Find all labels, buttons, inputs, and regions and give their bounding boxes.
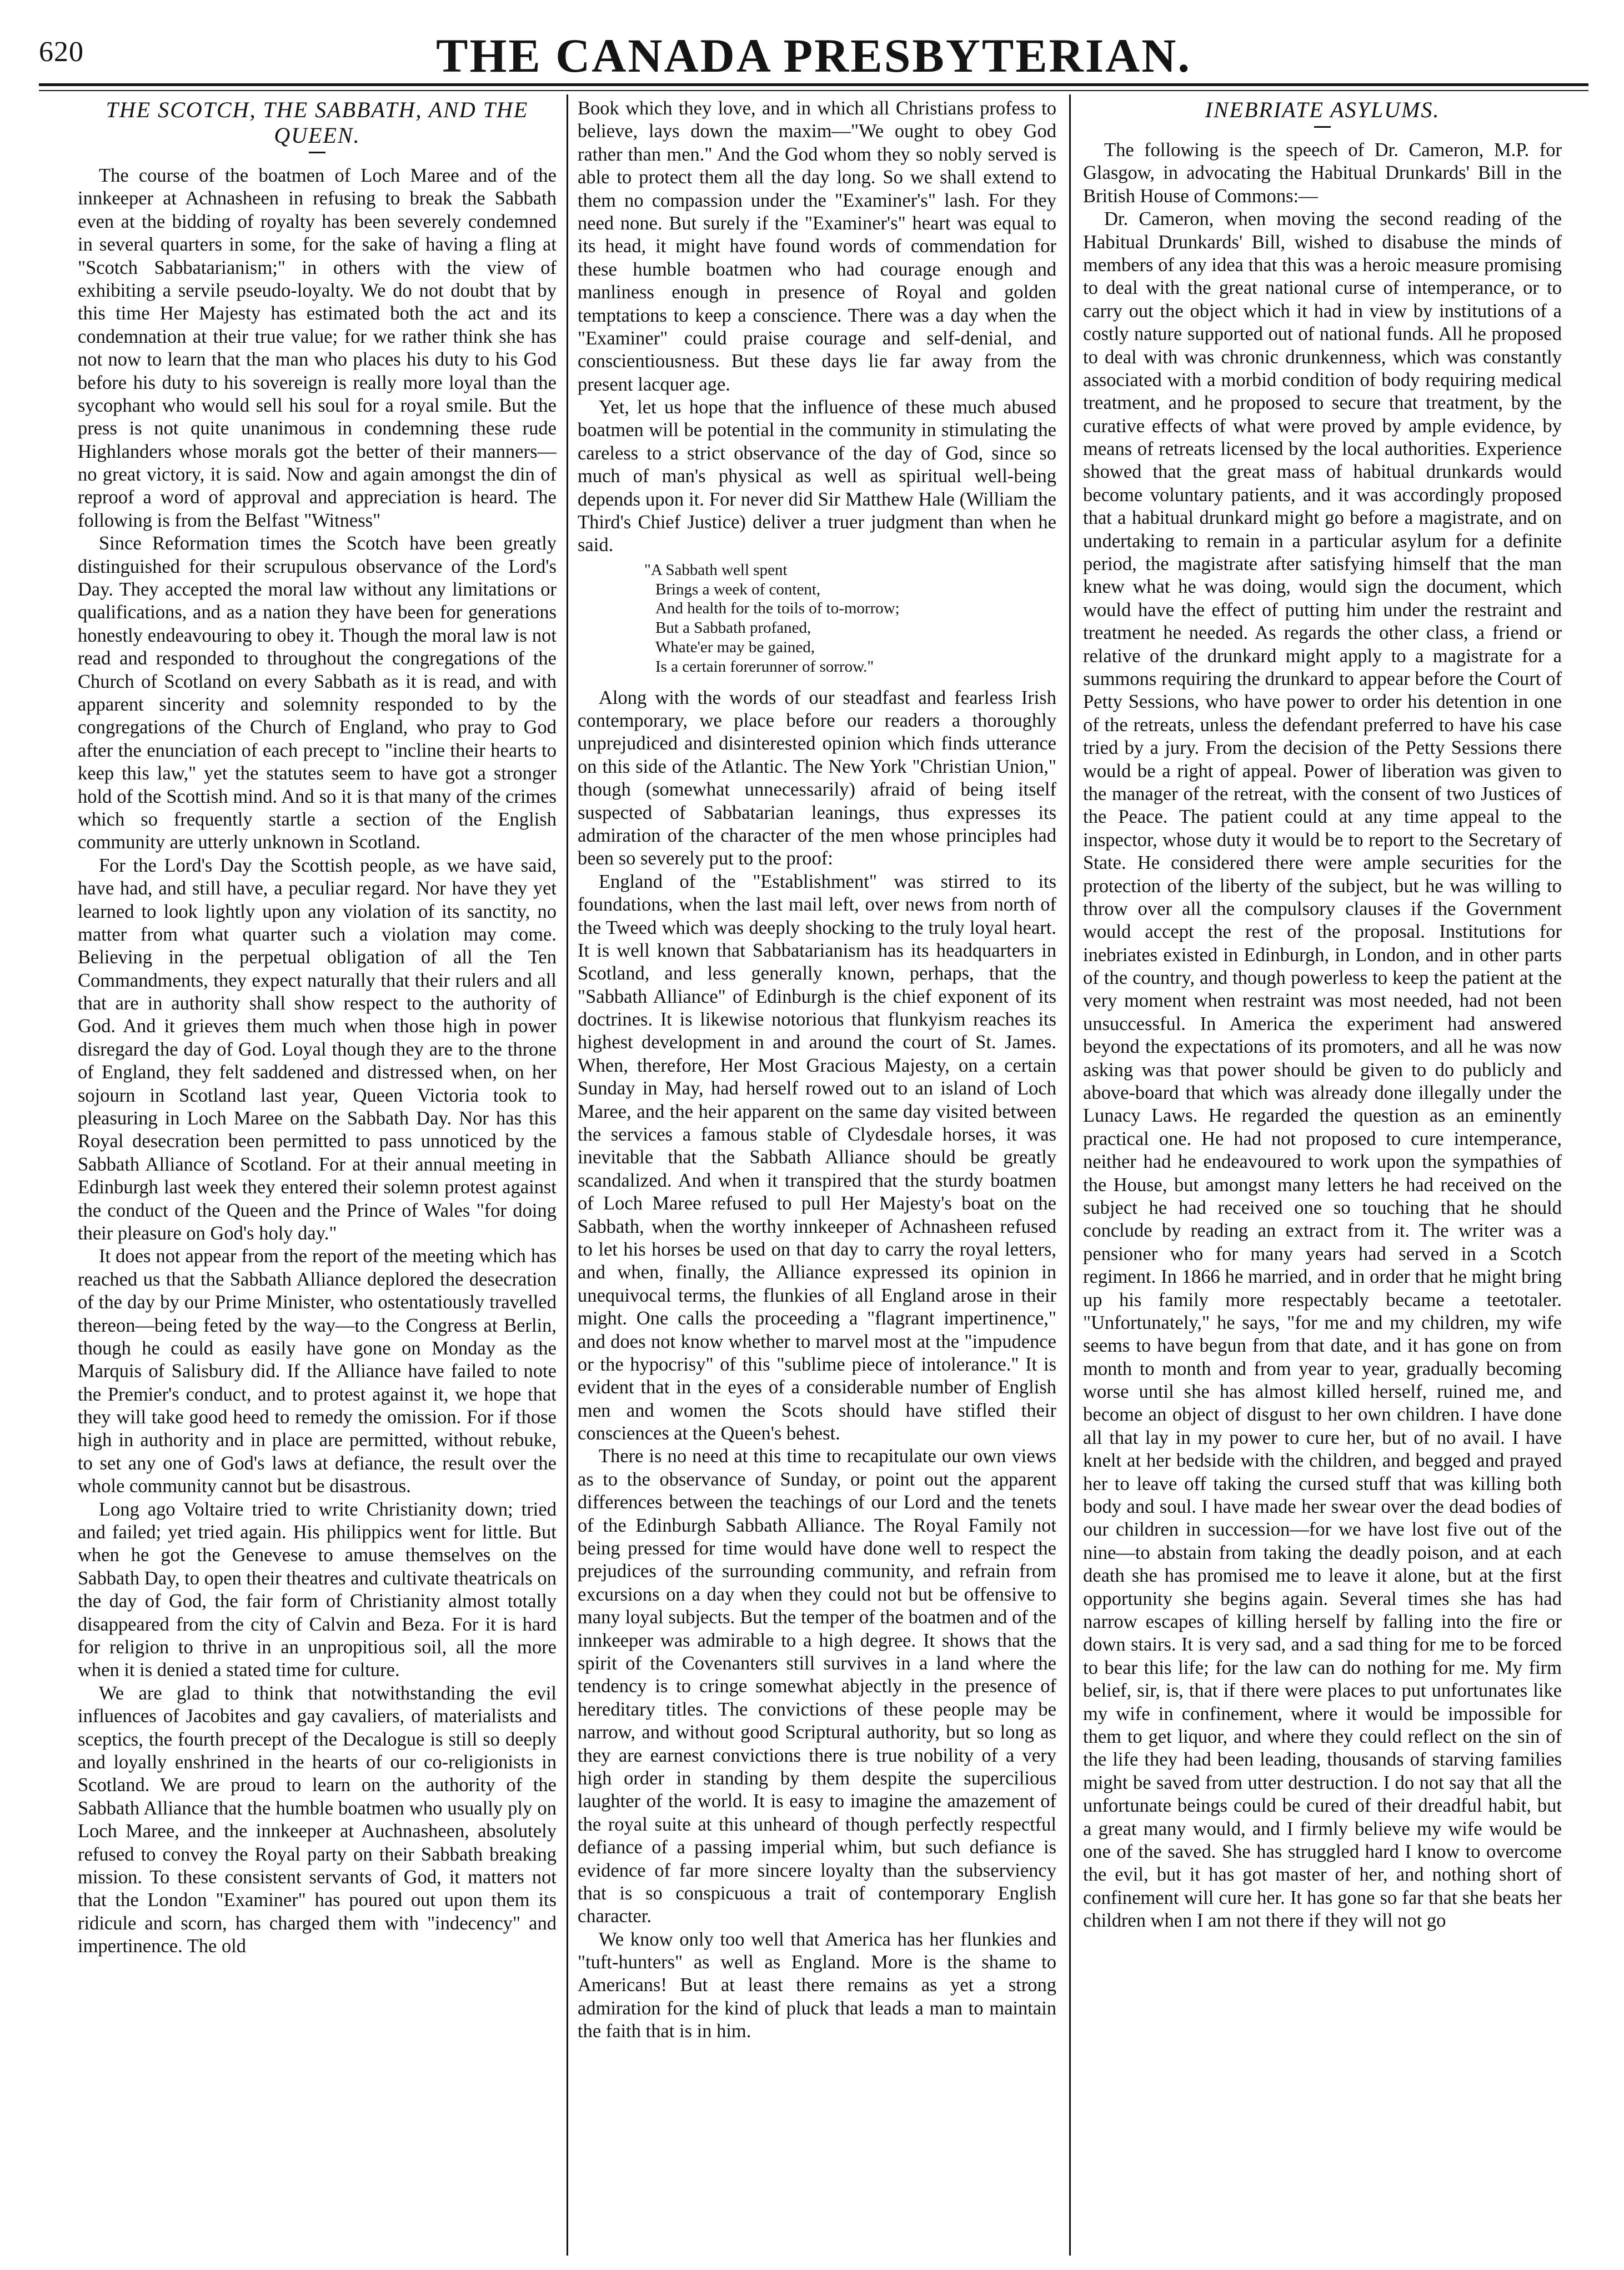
verse-quotation [644,561,1056,677]
masthead: THE CANADA PRESBYTERIAN. [436,29,1191,82]
verse-line: But a Sabbath profaned, [655,619,811,637]
column-2 [578,97,1056,2253]
verse-line: "A Sabbath well spent [644,561,788,579]
verse-line: Whate'er may be gained, [655,638,815,656]
article-paragraph: Since Reformation times the Scotch have been greatly distinguished for their scrupulous observance of the Lord's Day. They accepted the moral law without any limitations or qualifications, and as a nation they have been for generations honestly endeavouring to obey it. Though the moral law is not read and responded to throughout the congregations of the Church of Scotland on every Sabbath as it is read, and with apparent sincerity and solemnity responded to by the congregations of the Church of England, who pray to God after the enunciation of each precept to "incline their hearts to keep this law," yet the statutes seem to have got a stronger hold of the Scottish mind. And so it is that many of the crimes which so frequently startle a section of the English community are utterly unknown in Scotland. [78,533,557,853]
verse-line: Brings a week of content, [655,580,821,598]
article-paragraph: The following is the speech of Dr. Cameron, M.P. for Glasgow, in advocating the Habitual Drunkards' Bill in the British House of Commons:— [1083,139,1562,207]
verse-line: And health for the toils of to-morrow; [655,599,900,618]
article-title-inebriate-asylums: INEBRIATE ASYLUMS. [1205,97,1440,122]
title-separator [309,152,325,153]
article-paragraph: We know only too well that America has her flunkies and "tuft-hunters" as well as England. More is the shame to Americans! But at least there remains as yet a strong admiration for the kind of pluck that leads a man to maintain the faith that is in him. [578,1928,1056,2042]
column-1 [78,97,557,2253]
column-divider-left [567,94,568,2256]
article-paragraph: For the Lord's Day the Scottish people, as we have said, have had, and still have, a peculiar regard. Nor have they yet learned to look lightly upon any violation of its sanctity, no matter from what quarter such a violation may come. Believing in the perpetual obligation of all the Ten Commandments, they expect naturally that their rulers and all that are in authority shall show respect to the authority of God. And it grieves them much when those high in power disregard the day of God. Loyal though they are to the throne of England, they felt saddened and distressed when, on her sojourn in Scotland last year, Queen Victoria took to pleasuring in Loch Maree on the Sabbath Day. Nor has this Royal desecration been permitted to pass unnoticed by the Sabbath Alliance of Scotland. For at their annual meeting in Edinburgh last week they entered their solemn protest against the conduct of the Queen and the Prince of Wales "for doing their pleasure on God's holy day." [78,854,557,1244]
article-paragraph: Along with the words of our steadfast and fearless Irish contemporary, we place before our readers a thoroughly unprejudiced and disinterested opinion which finds utterance on this side of the Atlantic. The New York "Christian Union," though (somewhat unnecessarily) afraid of being itself suspected of Sabbatarian leanings, thus expresses its admiration of the character of the men whose principles had been so severely put to the proof: [578,687,1056,869]
article-paragraph: There is no need at this time to recapitulate our own views as to the observance of Sunday, or point out the apparent differences between the teachings of our Lord and the tenets of the Edinburgh Sabbath Alliance. The Royal Family not being pressed for time would have done well to respect the prejudices of the surrounding community, and refrain from excursions on a day when they could not but be offensive to many loyal subjects. But the temper of the boatmen and of the innkeeper was admirable to a high degree. It shows that the spirit of the Covenanters still survives in a land where the tendency is to cringe somewhat abjectly in the presence of hereditary titles. The convictions of these people may be narrow, and without good Scriptural authority, but so long as they are earnest convictions there is true nobility of a very high order in standing by them despite the supercilious laughter of the world. It is easy to imagine the amazement of the royal suite at this unheard of though perfectly respectful defiance of a passing imperial whim, but such defiance is evidence of far more sincere loyalty than the subserviency that is so conspicuous a trait of contemporary English character. [578,1446,1056,1927]
article-paragraph: Dr. Cameron, when moving the second reading of the Habitual Drunkards' Bill, wished to disabuse the minds of members of any idea that this was a heroic measure promising to deal with the great national curse of intemperance, or to carry out the object which it had in view by institutions of a costly nature supported out of national funds. All he proposed to deal with was chronic drunkenness, which was constantly associated with a morbid condition of body requiring medical treatment, and he proposed to secure that treatment, by the curative effects of what were proved by ample evidence, by means of retreats licensed by the local authorities. Experience showed that the great mass of habitual drunkards would become voluntary patients, and it was accordingly proposed that a habitual drunkard might go before a magistrate, and on undertaking to remain in a particular asylum for a definite period, the magistrate after satisfying himself that the man knew what he was doing, would sign the document, which would have the effect of putting him under the restraint and treatment he needed. As regards the other class, a friend or relative of the drunkard might apply to a magistrate for a summons requiring the drunkard to appear before the Court of Petty Sessions, who have power to order his detention in one of the retreats, unless the defendant preferred to have his case tried by a jury. From the decision of the Petty Sessions there would be a right of appeal. Power of liberation was given to the manager of the retreat, with the consent of two Justices of the Peace. The patient could at any time appeal to the inspector, whose duty it would be to report to the Secretary of State. He considered there were ample securities for the protection of the liberty of the subject, but he was willing to throw over all the compulsory clauses if the Government would accept the rest of the proposal. Institutions for inebriates existed in Edinburgh, in London, and in other parts of the country, and though powerless to keep the patient at the very moment when restraint was most needed, had not been unsuccessful. In America the experiment had answered beyond the expectations of its promoters, and all he was now asking was that power should be given to do publicly and above-board that which was already done illegally under the Lunacy Laws. He regarded the question as an eminently practical one. He had not proposed to cure intemperance, neither had he endeavoured to work upon the sympathies of the House, but amongst many letters he had received on the subject he had received one so touching that he should conclude by reading an extract from it. The writer was a pensioner who for many years had served in a Scotch regiment. In 1866 he married, and in order that he might bring up his family more respectably became a teetotaler. "Unfortunately," he says, "for me and my children, my wife seems to have begun from that date, and it has gone on from month to month and from year to year, gradually becoming worse until she has almost killed herself, ruined me, and become an object of disgust to her own children. I have done all that lay in my power to cure her, but of no avail. I have knelt at her bedside with the children, and begged and prayed her to leave off taking the cursed stuff that was killing both body and soul. I have made her swear over the dead bodies of our children in succession—for we have lost five out of the nine—to abstain from taking the deadly poison, and at each death she has promised me to leave it alone, but at the first opportunity she begins again. Several times she has had narrow escapes of killing herself by falling into the fire or down stairs. It is very sad, and a sad thing for me to be forced to bear this life; for the law can do nothing for me. My firm belief, sir, is, that if there were places to put unfortunates like my wife in confinement, where it would be impossible for them to get liquor, and where they could reflect on the sin of the life they had been leading, thousands of starving families might be saved from utter destruction. I do not say that all the unfortunate beings could be cured of their dreadful habit, but a great many would, and I firmly believe my wife would be one of the saved. She has struggled hard I know to overcome the evil, but it has got master of her, and nothing short of confinement will cure her. It has gone so far that she beats her children when I am not there if they will not go [1083,208,1562,1932]
page-header [39,28,1588,83]
article-paragraph-continued: Book which they love, and in which all Christians profess to believe, lays down the maxim—"We ought to obey God rather than men." And the God whom they so nobly served is able to protect them all the day long. So we shall extend to them no compassion under the "Examiner's" lash. For they need none. But surely if the "Examiner's" heart was equal to its head, it might have found words of commendation for these humble boatmen who had courage enough and manliness enough in presence of Royal and golden temptations to keep a conscience. There was a day when the "Examiner" could praise courage and self-denial, and conscientiousness. But these days lie far away from the present lacquer age. [578,98,1056,395]
header-rule-thin [39,90,1588,91]
header-rule-thick [39,83,1588,86]
page-number: 620 [39,36,84,68]
article-paragraph: Long ago Voltaire tried to write Christianity down; tried and failed; yet tried again. His philippics went for little. But when he got the Genevese to amuse themselves on the Sabbath Day, to open their theatres and cultivate theatricals on the day of God, the fair form of Christianity almost totally disappeared from the city of Calvin and Beza. For it is hard for religion to thrive in an unpropitious soil, all the more when it is denied a stated time for culture. [78,1498,557,1681]
column-divider-right [1069,94,1071,2256]
article-paragraph: The course of the boatmen of Loch Maree and of the innkeeper at Achnasheen in refusing to break the Sabbath even at the bidding of royalty has been severely condemned in several quarters in some, for the sake of having a fling at "Scotch Sabbatarianism;" in others with the view of exhibiting a servile pseudo-loyalty. We do not doubt that by this time Her Majesty has estimated both the act and its condemnation at their true value; for we rather think she has not now to learn that the man who places his duty to his God before his duty to his sovereign is really more loyal than the sycophant who would sell his soul for a royal smile. But the press is not quite unanimous in condemning these rude Highlanders whose morals got the better of their manners—no great victory, it is said. Now and again amongst the din of reproof a word of approval and appreciation is heard. The following is from the Belfast "Witness" [78,165,557,531]
article-paragraph: England of the "Establishment" was stirred to its foundations, when the last mail left, over news from north of the Tweed which was deeply shocking to the truly loyal heart. It is well known that Sabbatarianism has its headquarters in Scotland, and less generally known, perhaps, that the "Sabbath Alliance" of Edinburgh is the chief exponent of its doctrines. It is likewise notorious that flunkyism reaches its highest development in and around the court of St. James. When, therefore, Her Most Gracious Majesty, on a certain Sunday in May, had herself rowed out to an island of Loch Maree, and the heir apparent on the same day visited between the services a famous stable of Clydesdale horses, it was inevitable that the Sabbath Alliance should be greatly scandalized. And when it transpired that the sturdy boatmen of Loch Maree refused to pull Her Majesty's boat on the Sabbath, when the worthy innkeeper of Achnasheen refused to let his horses be used on that day to carry the royal letters, and when, finally, the Alliance expressed its opinion in unequivocal terms, the flunkies of all England arose in their might. One calls the proceeding a "flagrant impertinence," and does not know whether to marvel most at the "impudence or the hypocrisy" of this "sublime piece of intolerance." It is evident that in the eyes of a considerable number of English men and women the Scots should have stifled their consciences at the Queen's behest. [578,871,1056,1444]
title-separator [1314,126,1331,128]
article-paragraph: We are glad to think that notwithstanding the evil influences of Jacobites and gay cavaliers, of materialists and sceptics, the fourth precept of the Decalogue is still so deeply and loyally enshrined in the hearts of our co-religionists in Scotland. We are proud to learn on the authority of the Sabbath Alliance that the humble boatmen who usually ply on Loch Maree, and the innkeeper at Auchnasheen, absolutely refused to convey the Royal party on their Sabbath breaking mission. To these consistent servants of God, it matters not that the London "Examiner" has poured out upon them its ridicule and scorn, has charged them with "indecency" and impertinence. The old [78,1682,557,1957]
verse-line: Is a certain forerunner of sorrow." [655,657,874,676]
article-title-scotch-sabbath: THE SCOTCH, THE SABBATH, AND THE QUEEN. [106,97,529,148]
article-paragraph: It does not appear from the report of the meeting which has reached us that the Sabbath Alliance deplored the desecration of the day by our Prime Minister, who ostentatiously travelled thereon—being feted by the way—to the Congress at Berlin, though he could as easily have gone on Monday as the Marquis of Salisbury did. If the Alliance have failed to note the Premier's conduct, and to protest against it, we hope that they will take good heed to remedy the omission. For if those high in authority and in place are permitted, without rebuke, to set any one of God's laws at defiance, the result over the whole community cannot but be disastrous. [78,1246,557,1497]
column-3 [1083,97,1562,2253]
article-paragraph: Yet, let us hope that the influence of these much abused boatmen will be potential in the community in stimulating the careless to a strict observance of the day of God, since so much of man's physical as well as spiritual well-being depends upon it. For never did Sir Matthew Hale (William the Third's Chief Justice) deliver a truer judgment than when he said. [578,397,1056,556]
